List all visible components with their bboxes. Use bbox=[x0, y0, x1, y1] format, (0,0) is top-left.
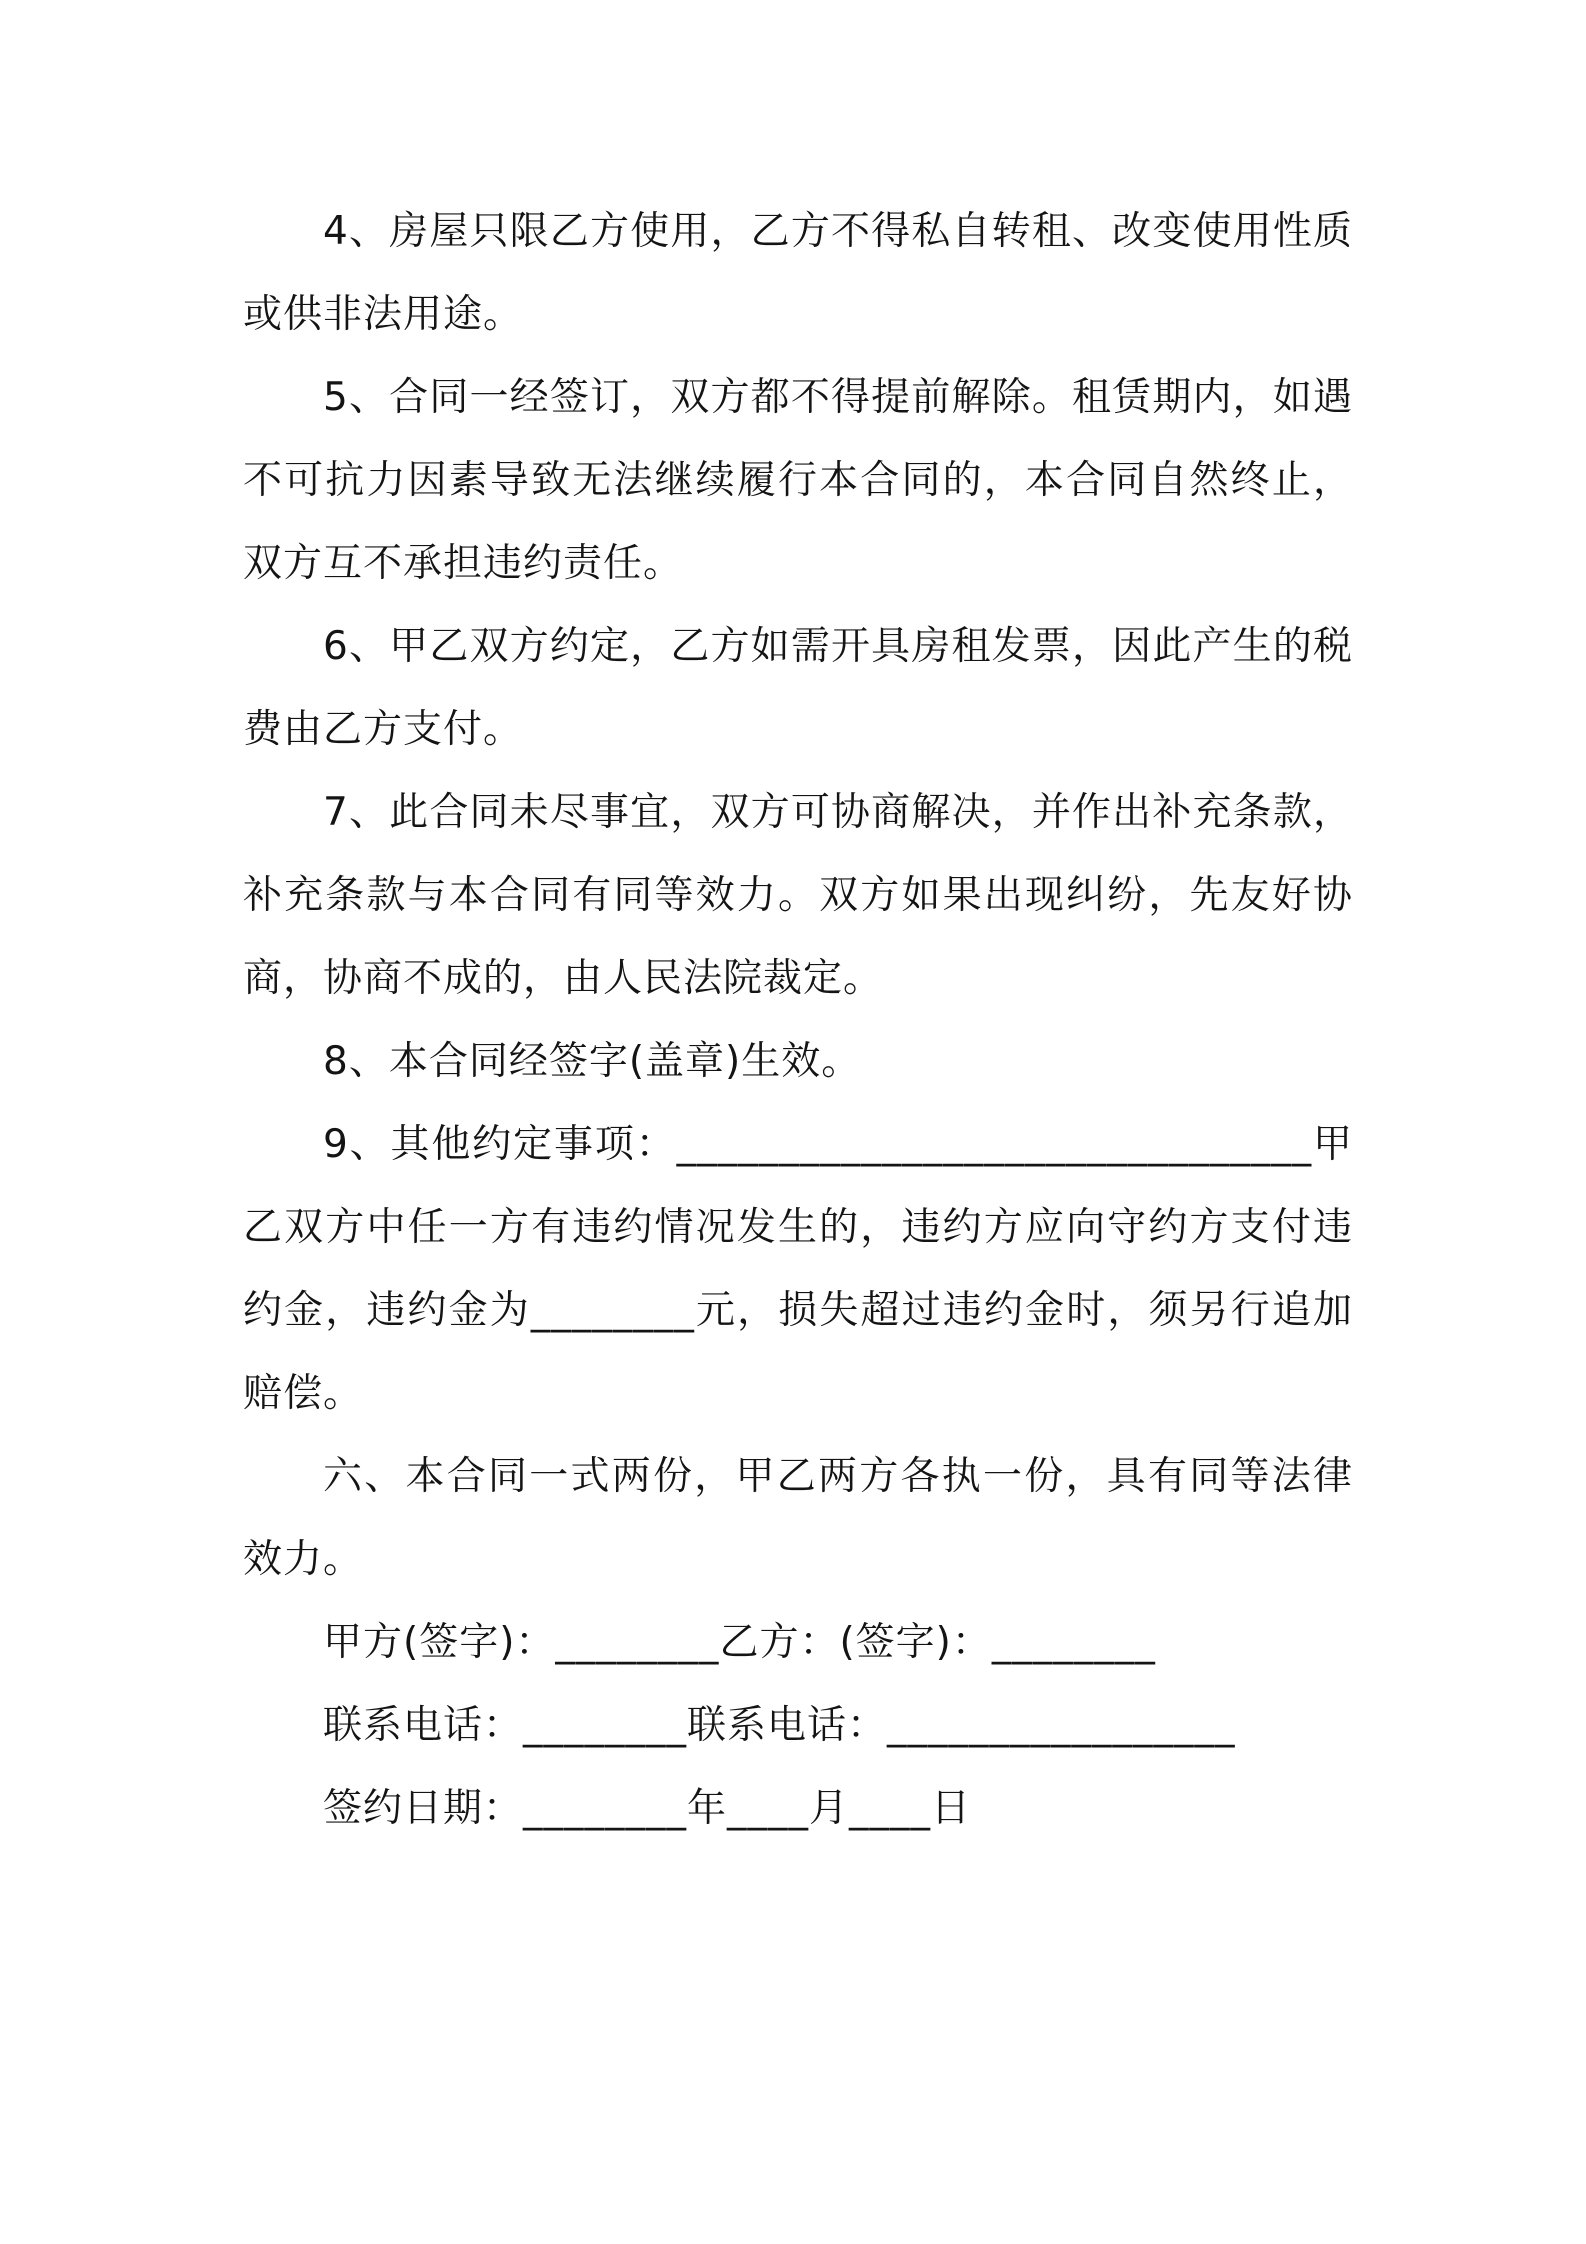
clause-9: 9、其他约定事项：_______________________________甲乙双方中任一方有违约情况发生的，违约方应向守约方支付违约金，违约金为________元，损失超过违约金时，须另行追加赔偿。 bbox=[243, 1122, 1353, 1416]
date-row bbox=[243, 1767, 1353, 1850]
signature-row bbox=[243, 1601, 1353, 1684]
clause-8: 8、本合同经签字(盖章)生效。 bbox=[323, 1039, 862, 1084]
clause-4: 4、房屋只限乙方使用，乙方不得私自转租、改变使用性质或供非法用途。 bbox=[243, 209, 1353, 337]
contract-body bbox=[243, 190, 1353, 1850]
party-b-phone-field: 联系电话：_________________ bbox=[687, 1703, 1236, 1748]
clause-7: 7、此合同未尽事宜，双方可协商解决，并作出补充条款，补充条款与本合同有同等效力。双方如果出现纠纷，先友好协商，协商不成的，由人民法院裁定。 bbox=[243, 790, 1353, 1001]
sign-date-field: 签约日期：________年____月____日 bbox=[323, 1786, 972, 1831]
clause-5: 5、合同一经签订，双方都不得提前解除。租赁期内，如遇不可抗力因素导致无法继续履行本合同的，本合同自然终止，双方互不承担违约责任。 bbox=[243, 375, 1353, 586]
phone-row bbox=[243, 1684, 1353, 1767]
party-a-phone-field: 联系电话：________ bbox=[323, 1703, 688, 1748]
party-a-signature-field: 甲方(签字)：________ bbox=[323, 1620, 720, 1665]
party-b-signature-field: 乙方：(签字)：________ bbox=[719, 1620, 1156, 1665]
clause-6: 6、甲乙双方约定，乙方如需开具房租发票，因此产生的税费由乙方支付。 bbox=[243, 624, 1353, 752]
section-six: 六、本合同一式两份，甲乙两方各执一份，具有同等法律效力。 bbox=[243, 1454, 1353, 1582]
